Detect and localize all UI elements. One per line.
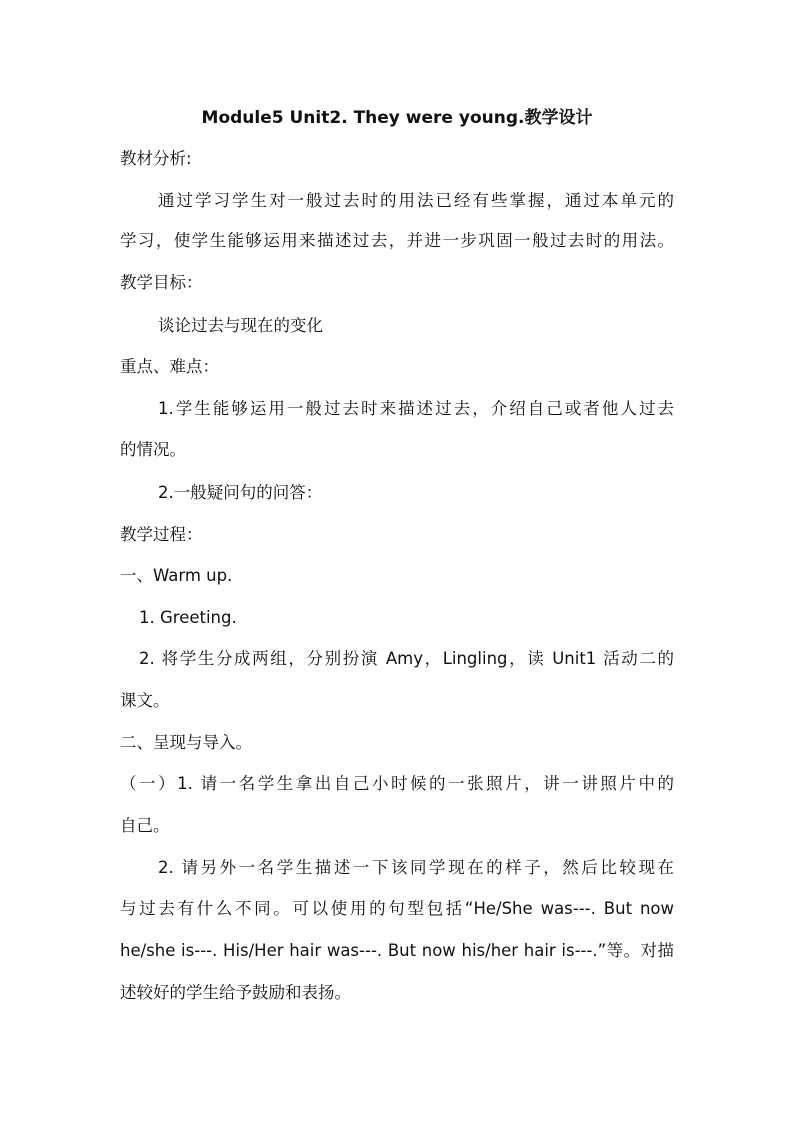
paragraph-line: 1.学生能够运用一般过去时来描述过去，介绍自己或者他人过去: [158, 399, 674, 418]
section-heading-textbook-analysis: 教材分析:: [120, 149, 192, 168]
paragraph-line: 述较好的学生给予鼓励和表扬。: [120, 983, 351, 1002]
paragraph-line: 课文。: [120, 691, 170, 710]
paragraph-line: 谈论过去与现在的变化: [158, 316, 323, 335]
paragraph-line: 通过学习学生对一般过去时的用法已经有些掌握，通过本单元的: [158, 191, 674, 210]
paragraph-line: 2.一般疑问句的问答：: [158, 483, 323, 502]
paragraph-line: 自己。: [120, 816, 170, 835]
section-heading-teaching-process: 教学过程：: [120, 525, 203, 544]
paragraph-line: 学习，使学生能够运用来描述过去，并进一步巩固一般过去时的用法。: [120, 231, 674, 250]
section-heading-teaching-goals: 教学目标：: [120, 273, 203, 292]
paragraph-line: 与过去有什么不同。可以使用的句型包括“He/She was---. But now: [120, 899, 674, 918]
paragraph-line: he/she is---. His/Her hair was---. But now his/her hair is---.”等。对描: [120, 941, 674, 960]
section-heading-key-points: 重点、难点：: [120, 357, 219, 376]
list-item: 2. 将学生分成两组，分别扮演 Amy，Lingling，读 Unit1 活动二的: [139, 649, 674, 668]
step-heading-presentation: 二、呈现与导入。: [120, 733, 252, 752]
list-item: 2. 请另外一名学生描述一下该同学现在的样子，然后比较现在: [158, 858, 674, 877]
step-heading-warm-up: 一、Warm up.: [120, 566, 233, 585]
page-title: Module5 Unit2. They were young.教学设计: [201, 108, 593, 128]
paragraph-line: 的情况。: [120, 440, 186, 459]
list-item: （一）1. 请一名学生拿出自己小时候的一张照片，讲一讲照片中的: [120, 774, 674, 793]
list-item: 1. Greeting.: [139, 608, 237, 627]
